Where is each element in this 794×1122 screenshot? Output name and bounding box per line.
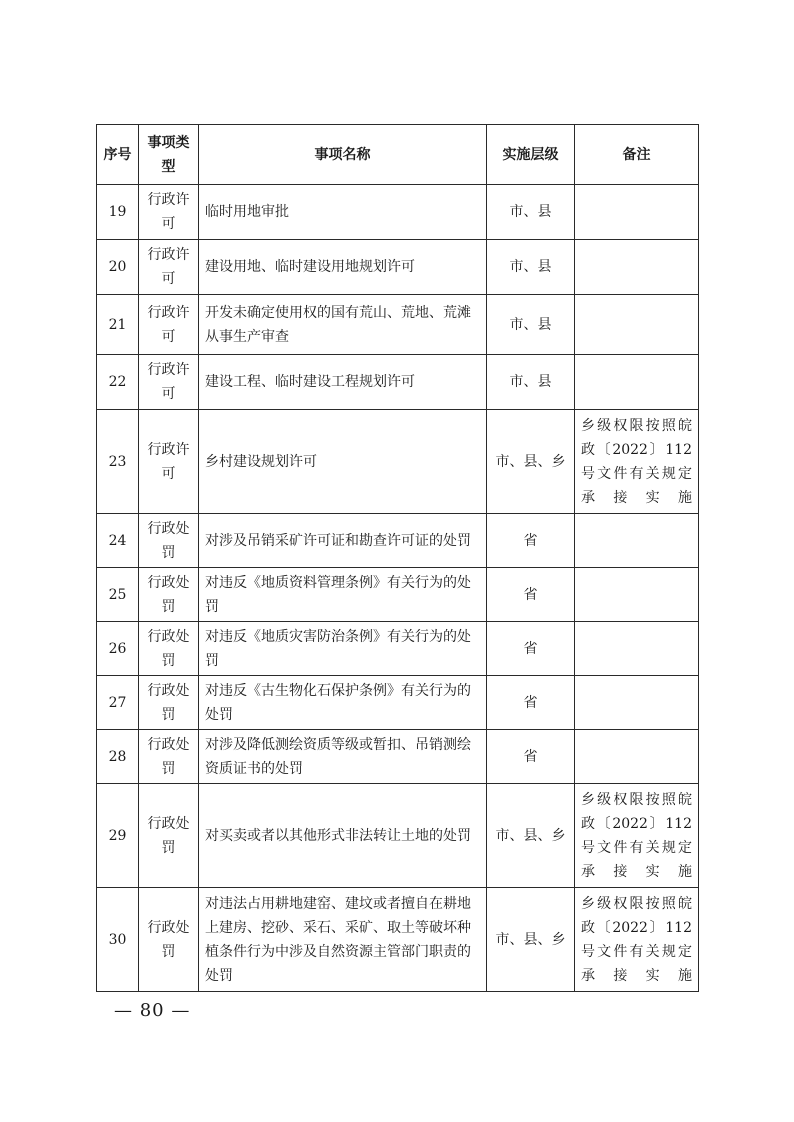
header-name: 事项名称: [199, 125, 487, 185]
row-note: 乡级权限按照皖政〔2022〕112号文件有关规定承接实施: [575, 784, 699, 888]
row-name: 对违法占用耕地建窑、建坟或者擅自在耕地上建房、挖砂、采石、采矿、取土等破坏种植条件行为中涉及自然资源主管部门职责的处罚: [199, 888, 487, 992]
row-note: [575, 295, 699, 355]
table-row: [97, 784, 699, 888]
row-no: 24: [97, 514, 139, 568]
row-no: 26: [97, 622, 139, 676]
row-name: 乡村建设规划许可: [199, 410, 487, 514]
table-row: [97, 410, 699, 514]
header-row: [97, 125, 699, 185]
row-name: 对买卖或者以其他形式非法转让土地的处罚: [199, 784, 487, 888]
table-row: [97, 295, 699, 355]
row-no: 19: [97, 185, 139, 240]
row-level: 市、县: [487, 240, 575, 295]
row-level: 省: [487, 514, 575, 568]
table-row: [97, 888, 699, 992]
row-note: [575, 568, 699, 622]
row-no: 22: [97, 355, 139, 410]
header-no: 序号: [97, 125, 139, 185]
row-note: [575, 730, 699, 784]
row-level: 市、县、乡: [487, 410, 575, 514]
row-type: 行政处罚: [139, 784, 199, 888]
row-name: 对涉及吊销采矿许可证和勘查许可证的处罚: [199, 514, 487, 568]
row-level: 省: [487, 730, 575, 784]
row-level: 市、县: [487, 355, 575, 410]
header-level: 实施层级: [487, 125, 575, 185]
table-row: [97, 514, 699, 568]
row-note: 乡级权限按照皖政〔2022〕112号文件有关规定承接实施: [575, 888, 699, 992]
row-no: 20: [97, 240, 139, 295]
row-type: 行政处罚: [139, 622, 199, 676]
header-note: 备注: [575, 125, 699, 185]
row-name: 建设工程、临时建设工程规划许可: [199, 355, 487, 410]
row-name: 对违反《地质灾害防治条例》有关行为的处罚: [199, 622, 487, 676]
row-level: 市、县、乡: [487, 888, 575, 992]
row-no: 27: [97, 676, 139, 730]
row-type: 行政处罚: [139, 888, 199, 992]
header-type: 事项类型: [139, 125, 199, 185]
row-type: 行政许可: [139, 295, 199, 355]
row-level: 省: [487, 676, 575, 730]
items-table: [96, 124, 699, 992]
row-type: 行政许可: [139, 240, 199, 295]
row-no: 21: [97, 295, 139, 355]
row-level: 市、县: [487, 185, 575, 240]
table-row: [97, 676, 699, 730]
row-type: 行政许可: [139, 185, 199, 240]
row-no: 30: [97, 888, 139, 992]
row-level: 市、县、乡: [487, 784, 575, 888]
row-name: 对违反《古生物化石保护条例》有关行为的处罚: [199, 676, 487, 730]
row-note: [575, 676, 699, 730]
row-level: 省: [487, 568, 575, 622]
row-type: 行政许可: [139, 355, 199, 410]
row-name: 对涉及降低测绘资质等级或暂扣、吊销测绘资质证书的处罚: [199, 730, 487, 784]
row-level: 省: [487, 622, 575, 676]
row-type: 行政处罚: [139, 676, 199, 730]
row-type: 行政处罚: [139, 514, 199, 568]
row-name: 对违反《地质资料管理条例》有关行为的处罚: [199, 568, 487, 622]
row-name: 建设用地、临时建设用地规划许可: [199, 240, 487, 295]
table-row: [97, 622, 699, 676]
row-note: [575, 355, 699, 410]
row-no: 28: [97, 730, 139, 784]
row-type: 行政许可: [139, 410, 199, 514]
table-row: [97, 185, 699, 240]
row-note: [575, 240, 699, 295]
row-note: [575, 514, 699, 568]
table-row: [97, 730, 699, 784]
row-note: 乡级权限按照皖政〔2022〕112号文件有关规定承接实施: [575, 410, 699, 514]
row-note: [575, 622, 699, 676]
page-number: — 80 —: [114, 1000, 191, 1021]
table-row: [97, 355, 699, 410]
row-name: 开发未确定使用权的国有荒山、荒地、荒滩从事生产审查: [199, 295, 487, 355]
table-row: [97, 240, 699, 295]
row-no: 25: [97, 568, 139, 622]
table-row: [97, 568, 699, 622]
row-type: 行政处罚: [139, 568, 199, 622]
row-no: 29: [97, 784, 139, 888]
row-note: [575, 185, 699, 240]
row-no: 23: [97, 410, 139, 514]
row-level: 市、县: [487, 295, 575, 355]
row-name: 临时用地审批: [199, 185, 487, 240]
row-type: 行政处罚: [139, 730, 199, 784]
